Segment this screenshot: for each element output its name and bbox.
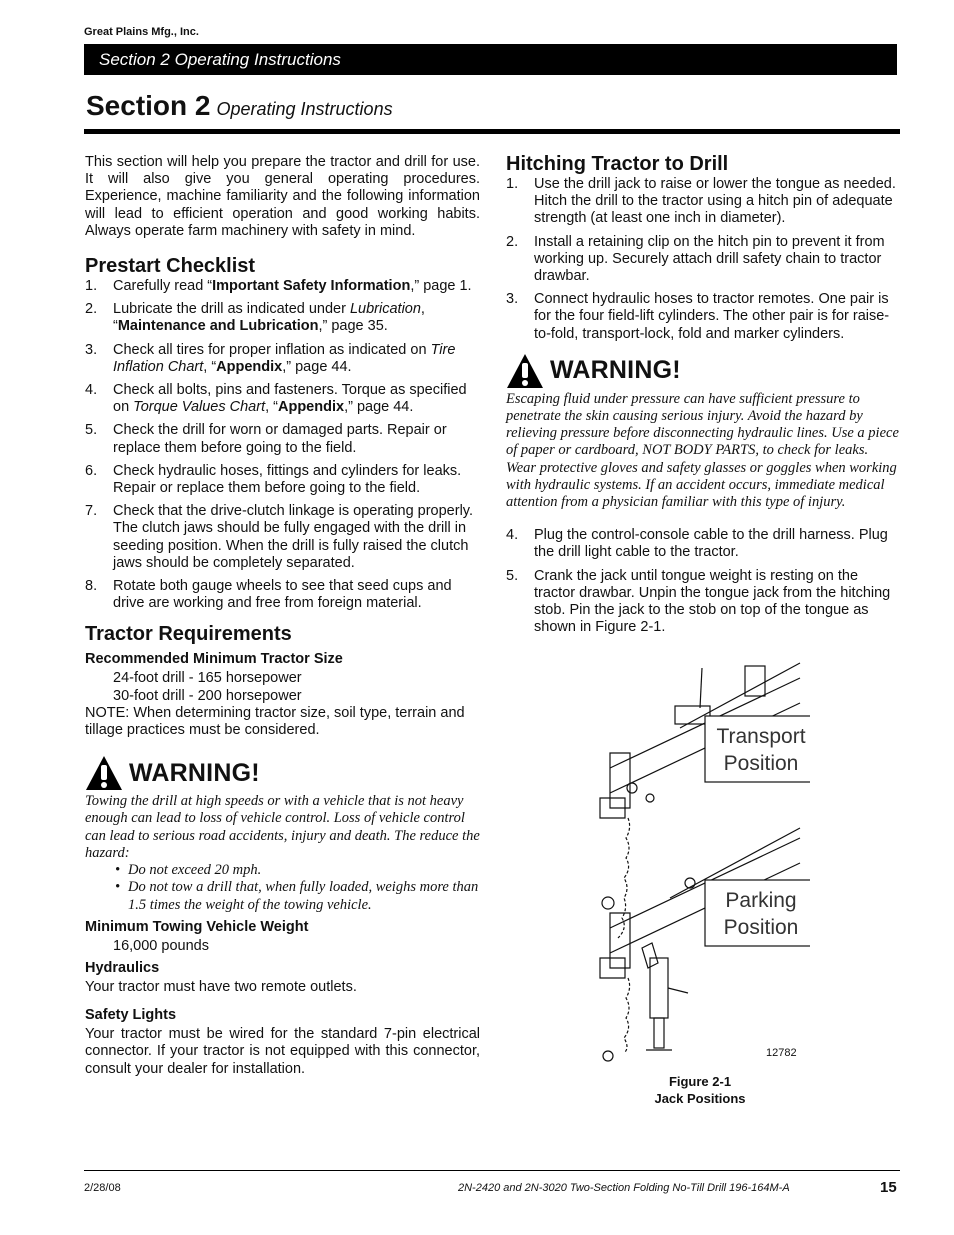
weight-value: 16,000 pounds — [113, 937, 209, 954]
warning-text: Towing the drill at high speeds or with a vehicle that is not heavy enough can lead to loss of vehicle control. Loss of vehicle control can lead to serious road accidents, injury and death. The reduce the hazard: — [85, 793, 480, 861]
hydraulics-text: Your tractor must have two remote outlets. — [85, 978, 357, 995]
list-item — [85, 342, 480, 376]
warning-icon — [85, 755, 123, 791]
list-item-number: 4. — [506, 527, 519, 544]
list-item-text: Check hydraulic hoses, fittings and cylinders for leaks. Repair or replace them before going to the field. — [113, 462, 462, 497]
figure-title: Jack Positions — [654, 1091, 746, 1106]
list-item-number: 7. — [85, 503, 98, 520]
list-item-text: Connect hydraulic hoses to tractor remotes. One pair is for the four field-lift cylinders. The other pair is for raise-to-fold, transport-lock, fold and marker cylinders. — [534, 291, 890, 342]
lights-heading: Safety Lights — [85, 1007, 177, 1024]
list-item-text: Check that the drive-clutch linkage is operating properly. The clutch jaws should be fully engaged with the drill in seeding position. When the drill is fully raised the clutch jaws should be completely separated. — [113, 503, 474, 571]
tractor-requirements-heading: Tractor Requirements — [85, 623, 292, 646]
figure-caption — [600, 1073, 800, 1107]
list-item — [506, 176, 901, 228]
list-item-text: Use the drill jack to raise or lower the tongue as needed. Hitch the drill to the tractor using a hitch pin of adequate strength (at least one inch in diameter). — [534, 176, 896, 227]
list-item-number: 5. — [85, 422, 98, 439]
list-item-number: 3. — [85, 341, 98, 358]
warning-header — [85, 753, 480, 793]
list-item-number: 4. — [85, 382, 98, 399]
transport-label-line2: Position — [723, 752, 799, 775]
list-item-text: Check the drill for worn or damaged parts. Repair or replace them before going to the field. — [113, 422, 447, 456]
list-item-text: Lubricate the drill as indicated under Lubrication, “Maintenance and Lubrication,” page 35. — [113, 301, 425, 335]
hitching-heading: Hitching Tractor to Drill — [506, 153, 729, 175]
list-item-number: 1. — [506, 176, 519, 192]
list-item-text: Install a retaining clip on the hitch pin to prevent it from working up. Securely attach drill safety chain to tractor drawbar. — [534, 233, 885, 285]
figure-number: Figure 2-1 — [668, 1074, 732, 1089]
list-item-number: 3. — [506, 291, 519, 308]
footer-date: 2/28/08 — [84, 1182, 121, 1194]
list-item-number: 2. — [506, 233, 519, 250]
warning-label: WARNING! — [129, 758, 260, 787]
list-item-number: 1. — [85, 278, 98, 295]
transport-label-line1: Transport — [716, 725, 806, 748]
intro-paragraph: This section will help you prepare the tractor and drill for use. It will also give you general operating procedures. Experience, machine familiarity and the following information will lead to efficient operation and good working habits. Always operate farm machinery with safety in mind. — [85, 154, 480, 239]
page-number: 15 — [880, 1179, 897, 1196]
tractor-note: NOTE: When determining tractor size, soil type, terrain and tillage practices must be considered. — [85, 704, 465, 739]
min-size-heading: Recommended Minimum Tractor Size — [85, 651, 343, 668]
title-rule — [84, 129, 900, 134]
section-subtitle: Operating Instructions — [216, 99, 393, 119]
hitching-list — [506, 176, 901, 343]
list-item-text: Check all bolts, pins and fasteners. Torque as specified on Torque Values Chart, “Appendix,” page 44. — [113, 382, 467, 416]
footer-model: 2N-2420 and 2N-3020 Two-Section Folding No-Till Drill 196-164M-A — [458, 1182, 790, 1194]
left-column — [85, 154, 480, 1078]
prestart-heading: Prestart Checklist — [85, 255, 256, 278]
figure-part-number: 12782 — [766, 1047, 797, 1059]
list-item — [506, 234, 901, 286]
list-item — [506, 527, 901, 561]
right-column — [506, 152, 901, 642]
jack-positions-figure — [570, 658, 810, 1063]
list-item — [85, 301, 480, 335]
page-title — [86, 90, 393, 122]
parking-label-line2: Position — [723, 916, 799, 939]
list-item — [85, 578, 480, 612]
list-item-number: 2. — [85, 301, 98, 318]
list-item-text: Crank the jack until tongue weight is resting on the tractor drawbar. Unpin the tongue jack from the hitching stob. Pin the jack to the stob on top of the tongue as shown in Figure 2-1. — [534, 567, 891, 636]
list-item — [506, 291, 901, 343]
list-item-text: Plug the control-console cable to the drill harness. Plug the drill light cable to the tractor. — [534, 527, 888, 561]
list-item — [85, 463, 480, 497]
list-item — [85, 503, 480, 572]
list-item — [85, 382, 480, 416]
section-bar: Section 2 Operating Instructions — [84, 44, 897, 75]
list-item-text: Carefully read “Important Safety Information,” page 1. — [113, 278, 472, 295]
parking-label-line1: Parking — [725, 889, 797, 912]
warning-label: WARNING! — [550, 356, 681, 385]
lights-text: Your tractor must be wired for the standard 7-pin electrical connector. If your tractor is not equipped with this connector, consult your dealer for installation. — [85, 1026, 480, 1077]
weight-heading: Minimum Towing Vehicle Weight — [85, 918, 309, 935]
list-item — [85, 278, 480, 295]
list-item-number: 5. — [506, 567, 519, 584]
section-number: Section 2 — [86, 90, 211, 121]
prestart-list — [85, 278, 480, 612]
hitching-list-continued — [506, 527, 901, 636]
size-24: 24-foot drill - 165 horsepower — [113, 670, 302, 687]
warning-header — [506, 351, 901, 391]
hydraulics-heading: Hydraulics — [85, 959, 160, 976]
list-item-number: 8. — [85, 578, 98, 595]
warning-icon — [506, 353, 544, 389]
footer-rule — [84, 1170, 900, 1171]
warning-bullet: • Do not exceed 20 mph. — [115, 862, 262, 879]
warning-bullet: • Do not tow a drill that, when fully loaded, weighs more than 1.5 times the weight of the towing vehicle. — [115, 879, 479, 913]
list-item-text: Rotate both gauge wheels to see that seed cups and drive are working and free from foreign material. — [113, 578, 452, 612]
list-item — [85, 422, 480, 456]
warning-text: Escaping fluid under pressure can have sufficient pressure to penetrate the skin causing serious injury. Avoid the hazard by relieving pressure before disconnecting hydraulic lines. Use a piece of paper or cardboard, NOT BODY PARTS, to check for leaks. Wear protective gloves and safety glasses or goggles when working with hydraulic systems. If an accident occurs, immediate medical attention from a physician familiar with this type of injury. — [506, 390, 899, 511]
list-item — [506, 568, 901, 637]
list-item-text: Check all tires for proper inflation as indicated on Tire Inflation Chart, “Appendix,” page 44. — [113, 341, 456, 375]
list-item-number: 6. — [85, 462, 98, 479]
company-name: Great Plains Mfg., Inc. — [84, 26, 199, 38]
size-30: 30-foot drill - 200 horsepower — [113, 687, 302, 704]
